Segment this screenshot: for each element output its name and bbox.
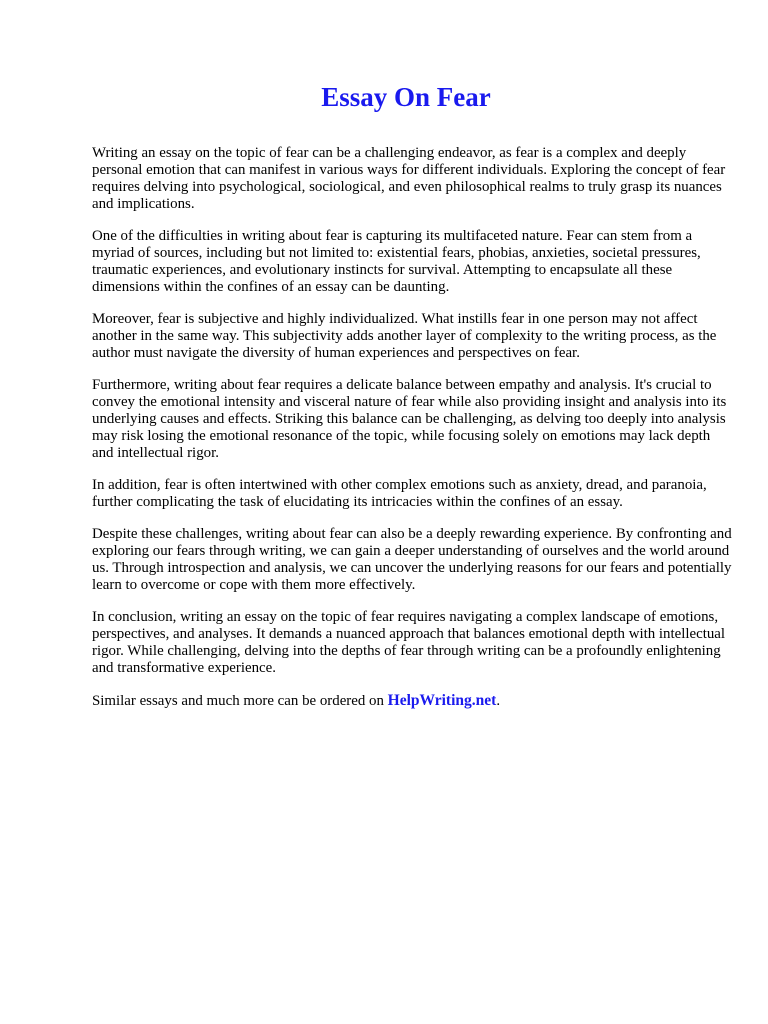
footer-line <box>92 692 732 710</box>
footer-suffix: . <box>496 693 501 709</box>
paragraph-6: Despite these challenges, writing about fear can also be a deeply rewarding experience. By confronting and exploring our fears through writing, we can gain a deeper understanding of ourselves and the world around us. Through introspection and analysis, we can uncover the underlying reasons for our fears and potentially learn to overcome or cope with them more effectively. <box>92 526 732 593</box>
document-title: Essay On Fear <box>321 82 491 112</box>
paragraph-3: Moreover, fear is subjective and highly individualized. What instills fear in one person may not affect another in the same way. This subjectivity adds another layer of complexity to the writing process, as the author must navigate the diversity of human experiences and perspectives on fear. <box>92 311 717 361</box>
paragraph-4: Furthermore, writing about fear requires a delicate balance between empathy and analysis. It's crucial to convey the emotional intensity and visceral nature of fear while also providing insight and analysis into its underlying causes and effects. Striking this balance can be challenging, as delving too deeply into analysis may risk losing the emotional resonance of the topic, while focusing solely on emotions may lack depth and intellectual rigor. <box>92 377 727 461</box>
document-body <box>92 145 732 725</box>
paragraph-7: In conclusion, writing an essay on the topic of fear requires navigating a complex landscape of emotions, perspectives, and analyses. It demands a nuanced approach that balances emotional depth with intellectual rigor. While challenging, delving into the depths of fear through writing can be a profoundly enlightening and transformative experience. <box>92 609 726 676</box>
footer-text: Similar essays and much more can be ordered on <box>92 693 388 709</box>
paragraph-1: Writing an essay on the topic of fear can be a challenging endeavor, as fear is a complex and deeply personal emotion that can manifest in various ways for different individuals. Exploring the concept of fear requires delving into psychological, sociological, and even philosophical realms to truly grasp its nuances and implications. <box>92 145 726 212</box>
paragraph-2: One of the difficulties in writing about fear is capturing its multifaceted nature. Fear can stem from a myriad of sources, including but not limited to: existential fears, phobias, anxieties, societal pressures, traumatic experiences, and evolutionary instincts for survival. Attempting to encapsulate all these dimensions within the confines of an essay can be daunting. <box>92 228 701 295</box>
paragraph-5: In addition, fear is often intertwined with other complex emotions such as anxiety, dread, and paranoia, further complicating the task of elucidating its intricacies within the confines of an essay. <box>92 477 707 510</box>
helpwriting-link[interactable]: HelpWriting.net <box>387 692 497 709</box>
